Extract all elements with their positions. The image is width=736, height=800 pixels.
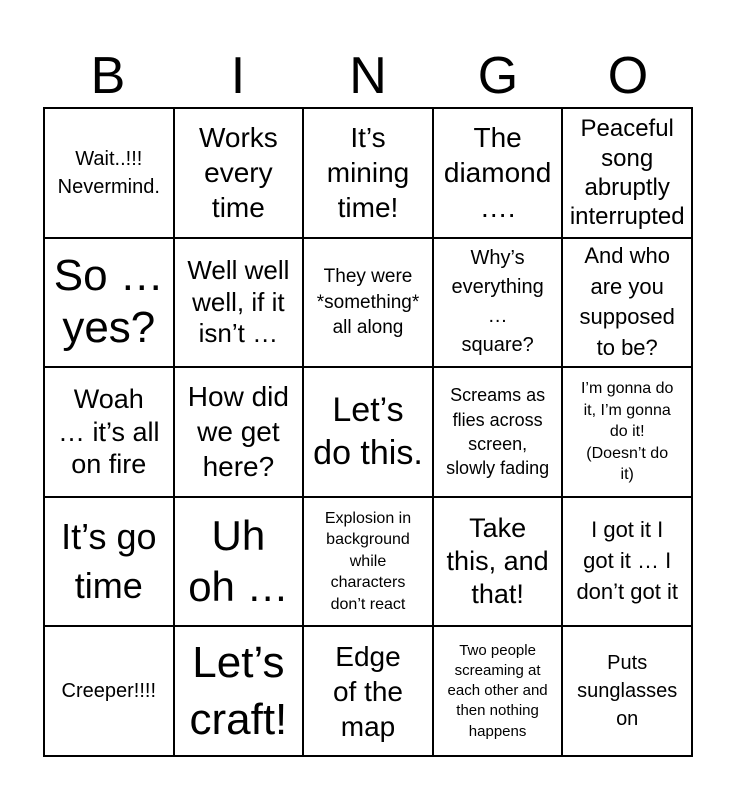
header-letter-o: O [607, 47, 649, 105]
cell-text: Peaceful song abruptly interrupted [569, 115, 685, 231]
cell-text: Why’s everything … square? [451, 247, 544, 357]
header-letter-g: G [477, 47, 519, 105]
bingo-cell[interactable] [45, 239, 175, 369]
bingo-grid [43, 107, 693, 757]
cell-text: So … yes? [53, 250, 164, 353]
cell-text: Works every time [198, 122, 278, 224]
bingo-cell[interactable] [175, 627, 305, 757]
cell-text: Puts sunglasses on [577, 652, 678, 731]
cell-text: Let’s do this. [313, 391, 423, 472]
cell-text: Woah … it’s all on fire [58, 383, 160, 480]
bingo-cell[interactable] [304, 627, 434, 757]
bingo-cell[interactable] [304, 368, 434, 498]
bingo-cell[interactable] [434, 627, 564, 757]
cell-text: The diamond …. [443, 122, 552, 224]
header-letter-i: I [230, 47, 246, 105]
cell-text: They were *something* all along [316, 265, 420, 339]
cell-text: How did we get here? [187, 381, 289, 483]
header-letter-n: N [349, 47, 387, 105]
bingo-cell[interactable] [45, 498, 175, 628]
header-letter-b: B [90, 47, 126, 105]
cell-text: Take this, and that! [446, 513, 549, 610]
bingo-cell[interactable] [434, 498, 564, 628]
bingo-cell[interactable] [175, 368, 305, 498]
bingo-cell[interactable] [563, 627, 693, 757]
cell-text: Explosion in background while characters don’t react [324, 509, 412, 613]
bingo-cell[interactable] [304, 239, 434, 369]
cell-text: Two people screaming at each other and then nothing happens [447, 641, 548, 740]
cell-text: Let’s craft! [189, 638, 288, 745]
bingo-cell[interactable] [175, 239, 305, 369]
cell-text: It’s mining time! [326, 122, 410, 224]
cell-text: I got it I got it … I don’t got it [576, 517, 678, 604]
cell-text: Wait..!!! Nevermind. [57, 147, 160, 198]
bingo-cell[interactable] [434, 368, 564, 498]
cell-text: Edge of the map [332, 640, 404, 742]
bingo-cell[interactable] [563, 498, 693, 628]
cell-text: Well well well, if it isn’t … [187, 254, 290, 349]
bingo-cell[interactable] [175, 498, 305, 628]
bingo-cell[interactable] [563, 239, 693, 369]
bingo-cell[interactable] [304, 498, 434, 628]
cell-text: Screams as flies across screen, slowly fading [446, 385, 550, 479]
bingo-cell[interactable] [434, 109, 564, 239]
bingo-cell[interactable] [563, 109, 693, 239]
cell-text: I’m gonna do it, I’m gonna do it! (Doesn’t do it) [580, 380, 674, 484]
bingo-cell[interactable] [563, 368, 693, 498]
bingo-cell[interactable] [175, 109, 305, 239]
bingo-cell[interactable] [45, 109, 175, 239]
cell-text: And who are you supposed to be? [579, 242, 675, 361]
bingo-cell[interactable] [304, 109, 434, 239]
bingo-cell[interactable] [45, 627, 175, 757]
cell-text: Creeper!!!! [61, 680, 157, 703]
bingo-cell[interactable] [434, 239, 564, 369]
bingo-cell[interactable] [45, 368, 175, 498]
cell-text: Uh oh … [188, 512, 289, 610]
cell-text: It’s go time [61, 516, 157, 606]
bingo-header [43, 46, 693, 106]
